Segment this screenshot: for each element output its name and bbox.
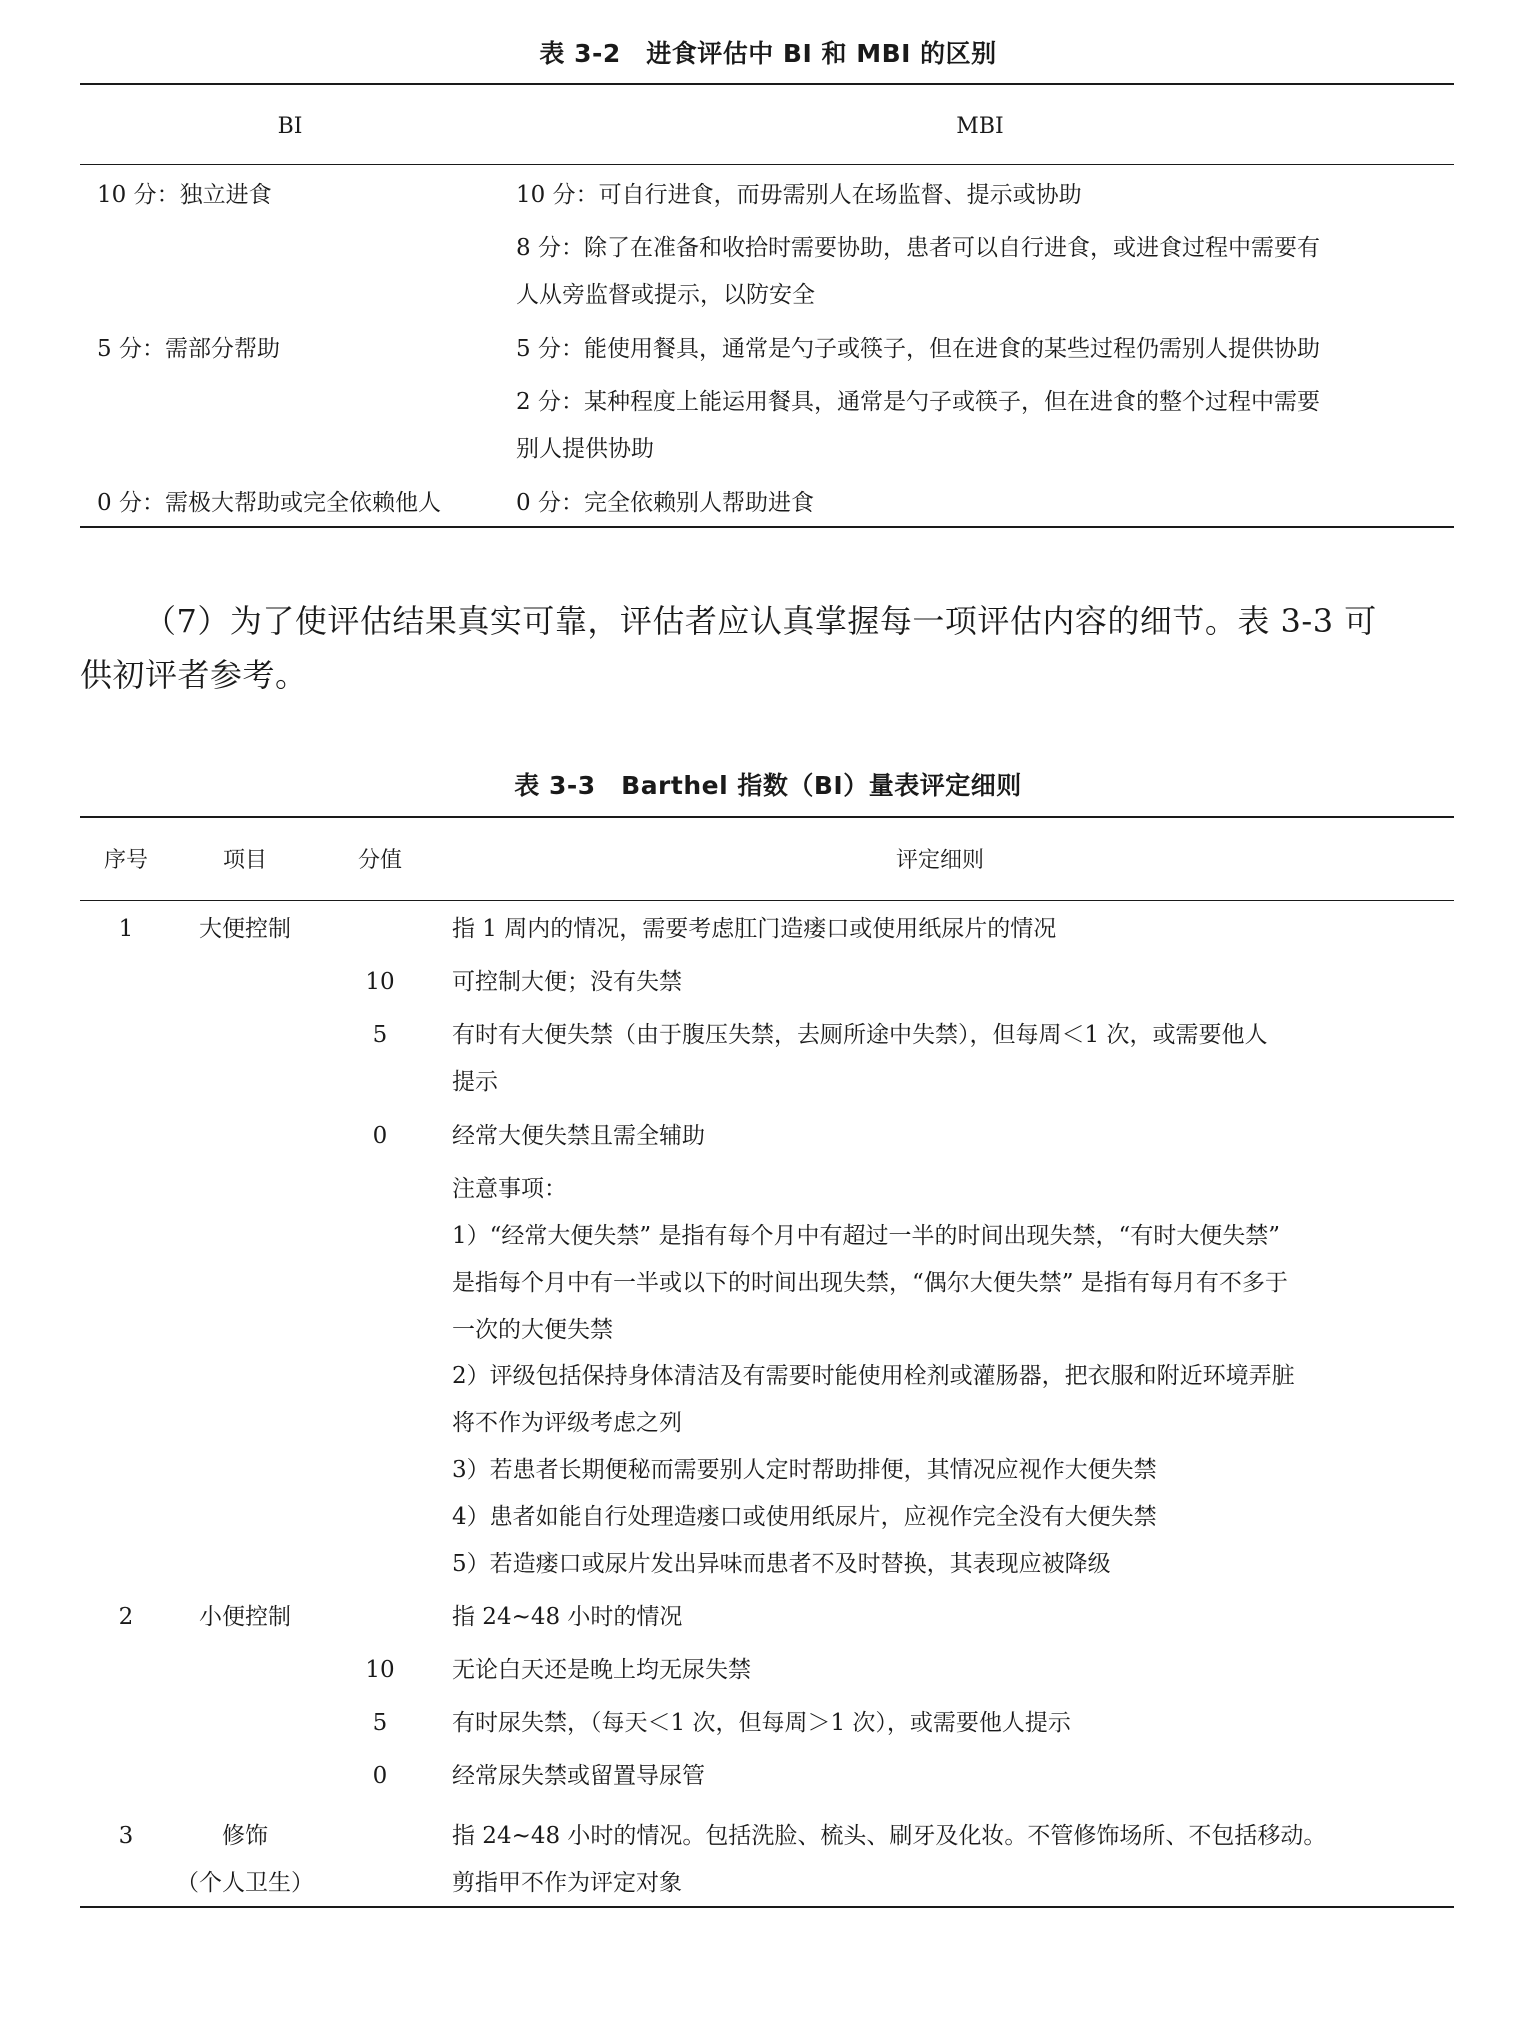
mbi-line: 人从旁监督或提示，以防安全 [516, 282, 815, 308]
header-item: 项目 [222, 848, 267, 873]
mbi-line: 别人提供协助 [516, 436, 654, 462]
table-3-3-caption: 表 3-3 Barthel 指数（BI）量表评定细则 [514, 771, 1022, 800]
table-top-rule [80, 816, 1454, 818]
detail-line: 指 1 周内的情况，需要考虑肛门造瘘口或使用纸尿片的情况 [452, 916, 1057, 942]
detail-line: 5）若造瘘口或尿片发出异味而患者不及时替换，其表现应被降级 [452, 1551, 1111, 1577]
detail-line: 4）患者如能自行处理造瘘口或使用纸尿片，应视作完全没有大便失禁 [452, 1504, 1157, 1530]
detail-line: 可控制大便；没有失禁 [452, 969, 682, 995]
detail-line: 3）若患者长期便秘而需要别人定时帮助排便，其情况应视作大便失禁 [452, 1457, 1157, 1483]
detail-line: 经常尿失禁或留置导尿管 [452, 1763, 705, 1789]
detail-line: 提示 [452, 1069, 498, 1095]
paragraph-line: （7）为了使评估结果真实可靠，评估者应认真掌握每一项评估内容的细节。表 3-3 可 [144, 602, 1377, 640]
table-3-2-caption: 表 3-2 进食评估中 BI 和 MBI 的区别 [539, 39, 997, 68]
header-detail: 评定细则 [895, 848, 984, 873]
score-value: 5 [372, 1022, 388, 1048]
mbi-line: 2 分：某种程度上能运用餐具，通常是勺子或筷子，但在进食的整个过程中需要 [516, 389, 1320, 415]
mbi-line: 8 分：除了在准备和收拾时需要协助，患者可以自行进食，或进食过程中需要有 [516, 235, 1320, 261]
mbi-line: 5 分：能使用餐具，通常是勺子或筷子，但在进食的某些过程仍需别人提供协助 [516, 336, 1320, 362]
detail-line: 有时有大便失禁（由于腹压失禁，去厕所途中失禁），但每周＜1 次，或需要他人 [452, 1022, 1268, 1048]
score-value: 5 [372, 1710, 388, 1736]
score-value: 0 [372, 1763, 388, 1789]
detail-line: 有时尿失禁，（每天＜1 次，但每周＞1 次），或需要他人提示 [452, 1710, 1071, 1736]
score-value: 0 [372, 1123, 388, 1149]
table-bottom-rule [80, 526, 1454, 528]
detail-line: 将不作为评级考虑之列 [452, 1410, 682, 1436]
detail-line: 指 24~48 小时的情况。包括洗脸、梳头、刷牙及化妆。不管修饰场所、不包括移动。 [452, 1823, 1327, 1849]
row-number: 1 [118, 916, 134, 942]
row-number: 3 [118, 1823, 134, 1849]
detail-line: 指 24~48 小时的情况 [452, 1604, 683, 1630]
header-mbi: MBI [956, 114, 1004, 139]
detail-line: 无论白天还是晚上均无尿失禁 [452, 1657, 751, 1683]
header-bi: BI [277, 114, 303, 139]
row-item: 大便控制 [199, 916, 291, 942]
detail-line: 经常大便失禁且需全辅助 [452, 1123, 705, 1149]
detail-line: 剪指甲不作为评定对象 [452, 1870, 682, 1896]
header-score: 分值 [357, 848, 402, 873]
row-item: 修饰 [222, 1823, 268, 1849]
bi-row: 10 分：独立进食 [97, 182, 272, 208]
bi-row: 5 分：需部分帮助 [97, 336, 280, 362]
row-item-sub: （个人卫生） [176, 1870, 314, 1896]
body-paragraph [80, 594, 1454, 702]
score-value: 10 [365, 1657, 395, 1683]
table-header-rule [80, 164, 1454, 165]
bi-row: 0 分：需极大帮助或完全依赖他人 [97, 490, 441, 516]
mbi-line: 0 分：完全依赖别人帮助进食 [516, 490, 814, 516]
detail-line: 一次的大便失禁 [452, 1317, 613, 1343]
table-bottom-rule [80, 1906, 1454, 1908]
row-number: 2 [118, 1604, 134, 1630]
detail-line: 2）评级包括保持身体清洁及有需要时能使用栓剂或灌肠器，把衣服和附近环境弄脏 [452, 1363, 1295, 1389]
detail-line: 注意事项： [452, 1176, 567, 1202]
row-item: 小便控制 [199, 1604, 291, 1630]
table-top-rule [80, 83, 1454, 85]
mbi-line: 10 分：可自行进食，而毋需别人在场监督、提示或协助 [516, 182, 1082, 208]
detail-line: 1）“经常大便失禁” 是指有每个月中有超过一半的时间出现失禁，“有时大便失禁” [452, 1223, 1280, 1249]
paragraph-line: 供初评者参考。 [80, 656, 308, 694]
header-no: 序号 [103, 848, 148, 873]
detail-line: 是指每个月中有一半或以下的时间出现失禁，“偶尔大便失禁” 是指有每月有不多于 [452, 1270, 1288, 1296]
table-header-rule [80, 900, 1454, 901]
score-value: 10 [365, 969, 395, 995]
